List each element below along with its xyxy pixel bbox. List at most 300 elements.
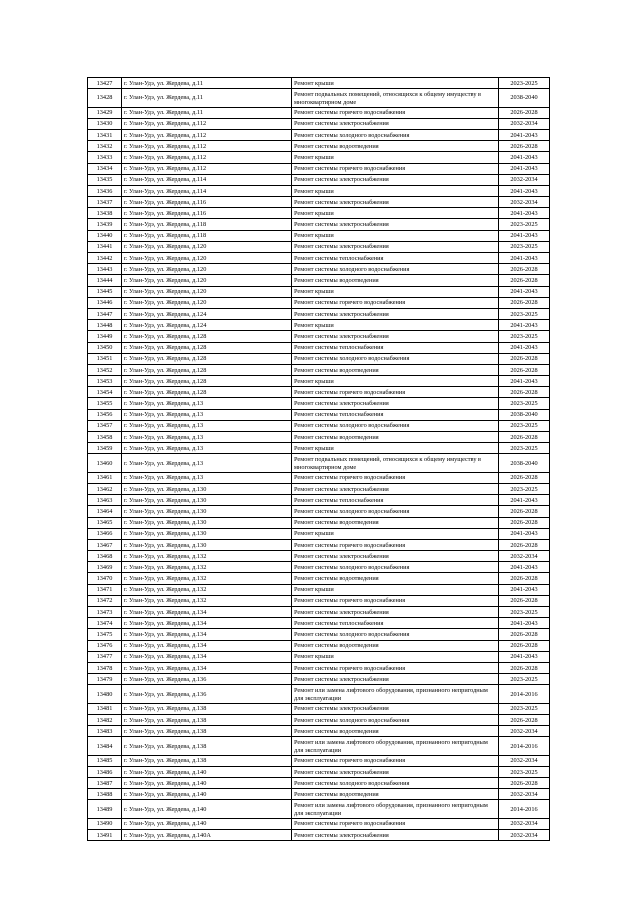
address-cell: г. Улан-Удэ, ул. Жердева, д.130: [122, 483, 292, 494]
table-row: [88, 573, 550, 584]
row-number-cell: 13443: [88, 264, 122, 275]
row-number-cell: 13491: [88, 830, 122, 841]
row-number-cell: 13456: [88, 409, 122, 420]
table-row: [88, 443, 550, 454]
row-number-cell: 13432: [88, 141, 122, 152]
table-row: [88, 253, 550, 264]
address-cell: г. Улан-Удэ, ул. Жердева, д.112: [122, 118, 292, 129]
period-cell: 2023-2025: [499, 607, 550, 618]
row-number-cell: 13433: [88, 152, 122, 163]
row-number-cell: 13482: [88, 714, 122, 725]
work-type-cell: Ремонт системы водоотведения: [292, 789, 499, 800]
period-cell: 2026-2028: [499, 629, 550, 640]
work-type-cell: Ремонт крыши: [292, 286, 499, 297]
address-cell: г. Улан-Удэ, ул. Жердева, д.138: [122, 714, 292, 725]
period-cell: 2041-2043: [499, 495, 550, 506]
address-cell: г. Улан-Удэ, ул. Жердева, д.118: [122, 230, 292, 241]
address-cell: г. Улан-Удэ, ул. Жердева, д.120: [122, 297, 292, 308]
row-number-cell: 13486: [88, 766, 122, 777]
address-cell: г. Улан-Удэ, ул. Жердева, д.132: [122, 573, 292, 584]
address-cell: г. Улан-Удэ, ул. Жердева, д.140: [122, 818, 292, 829]
work-type-cell: Ремонт системы холодного водоснабжения: [292, 778, 499, 789]
period-cell: 2014-2016: [499, 685, 550, 703]
row-number-cell: 13444: [88, 275, 122, 286]
table-row: [88, 141, 550, 152]
row-number-cell: 13463: [88, 495, 122, 506]
period-cell: 2032-2034: [499, 551, 550, 562]
work-type-cell: Ремонт подвальных помещений, относящихся к общему имуществу в многоквартирном доме: [292, 454, 499, 472]
table-row: [88, 495, 550, 506]
period-cell: 2032-2034: [499, 755, 550, 766]
period-cell: 2026-2028: [499, 141, 550, 152]
address-cell: г. Улан-Удэ, ул. Жердева, д.114: [122, 185, 292, 196]
period-cell: 2041-2043: [499, 163, 550, 174]
work-type-cell: Ремонт системы водоотведения: [292, 275, 499, 286]
row-number-cell: 13430: [88, 118, 122, 129]
row-number-cell: 13483: [88, 726, 122, 737]
period-cell: 2026-2028: [499, 573, 550, 584]
address-cell: г. Улан-Удэ, ул. Жердева, д.124: [122, 320, 292, 331]
period-cell: 2014-2016: [499, 800, 550, 818]
work-type-cell: Ремонт системы теплоснабжения: [292, 342, 499, 353]
work-type-cell: Ремонт системы теплоснабжения: [292, 253, 499, 264]
work-type-cell: Ремонт системы электроснабжения: [292, 219, 499, 230]
work-type-cell: Ремонт системы горячего водоснабжения: [292, 818, 499, 829]
address-cell: г. Улан-Удэ, ул. Жердева, д.132: [122, 551, 292, 562]
address-cell: г. Улан-Удэ, ул. Жердева, д.13: [122, 454, 292, 472]
row-number-cell: 13453: [88, 376, 122, 387]
work-type-cell: Ремонт системы электроснабжения: [292, 308, 499, 319]
work-type-cell: Ремонт крыши: [292, 78, 499, 89]
address-cell: г. Улан-Удэ, ул. Жердева, д.134: [122, 640, 292, 651]
work-type-cell: Ремонт системы холодного водоснабжения: [292, 264, 499, 275]
work-type-cell: Ремонт крыши: [292, 443, 499, 454]
row-number-cell: 13442: [88, 253, 122, 264]
period-cell: 2026-2028: [499, 107, 550, 118]
address-cell: г. Улан-Удэ, ул. Жердева, д.13: [122, 443, 292, 454]
table-row: [88, 595, 550, 606]
work-type-cell: Ремонт системы водоотведения: [292, 573, 499, 584]
work-type-cell: Ремонт системы холодного водоснабжения: [292, 629, 499, 640]
address-cell: г. Улан-Удэ, ул. Жердева, д.118: [122, 219, 292, 230]
table-row: [88, 766, 550, 777]
address-cell: г. Улан-Удэ, ул. Жердева, д.140: [122, 766, 292, 777]
period-cell: 2026-2028: [499, 275, 550, 286]
row-number-cell: 13481: [88, 703, 122, 714]
row-number-cell: 13485: [88, 755, 122, 766]
period-cell: 2041-2043: [499, 342, 550, 353]
work-type-cell: Ремонт системы электроснабжения: [292, 118, 499, 129]
work-type-cell: Ремонт системы водоотведения: [292, 141, 499, 152]
work-type-cell: Ремонт системы горячего водоснабжения: [292, 387, 499, 398]
row-number-cell: 13429: [88, 107, 122, 118]
period-cell: 2041-2043: [499, 584, 550, 595]
work-type-cell: Ремонт системы холодного водоснабжения: [292, 506, 499, 517]
table-row: [88, 674, 550, 685]
work-type-cell: Ремонт крыши: [292, 584, 499, 595]
period-cell: 2023-2025: [499, 331, 550, 342]
table-row: [88, 241, 550, 252]
table-row: [88, 789, 550, 800]
period-cell: 2026-2028: [499, 539, 550, 550]
work-type-cell: Ремонт системы электроснабжения: [292, 331, 499, 342]
address-cell: г. Улан-Удэ, ул. Жердева, д.120: [122, 241, 292, 252]
work-type-cell: Ремонт крыши: [292, 152, 499, 163]
period-cell: 2041-2043: [499, 528, 550, 539]
address-cell: г. Улан-Удэ, ул. Жердева, д.128: [122, 376, 292, 387]
address-cell: г. Улан-Удэ, ул. Жердева, д.130: [122, 517, 292, 528]
period-cell: 2023-2025: [499, 420, 550, 431]
table-row: [88, 830, 550, 841]
row-number-cell: 13431: [88, 129, 122, 140]
row-number-cell: 13476: [88, 640, 122, 651]
period-cell: 2038-2040: [499, 409, 550, 420]
row-number-cell: 13427: [88, 78, 122, 89]
address-cell: г. Улан-Удэ, ул. Жердева, д.13: [122, 398, 292, 409]
period-cell: 2032-2034: [499, 830, 550, 841]
work-type-cell: Ремонт системы холодного водоснабжения: [292, 353, 499, 364]
work-type-cell: Ремонт системы водоотведения: [292, 640, 499, 651]
work-type-cell: Ремонт крыши: [292, 376, 499, 387]
table-row: [88, 286, 550, 297]
address-cell: г. Улан-Удэ, ул. Жердева, д.116: [122, 208, 292, 219]
table-row: [88, 432, 550, 443]
work-type-cell: Ремонт системы теплоснабжения: [292, 618, 499, 629]
work-type-cell: Ремонт системы электроснабжения: [292, 607, 499, 618]
table-row: [88, 584, 550, 595]
repair-schedule-table: [87, 77, 550, 841]
work-type-cell: Ремонт системы теплоснабжения: [292, 495, 499, 506]
work-type-cell: Ремонт системы водоотведения: [292, 726, 499, 737]
period-cell: 2041-2043: [499, 230, 550, 241]
row-number-cell: 13472: [88, 595, 122, 606]
table-row: [88, 387, 550, 398]
row-number-cell: 13475: [88, 629, 122, 640]
work-type-cell: Ремонт системы теплоснабжения: [292, 409, 499, 420]
address-cell: г. Улан-Удэ, ул. Жердева, д.140: [122, 778, 292, 789]
table-row: [88, 662, 550, 673]
period-cell: 2041-2043: [499, 129, 550, 140]
row-number-cell: 13454: [88, 387, 122, 398]
row-number-cell: 13457: [88, 420, 122, 431]
address-cell: г. Улан-Удэ, ул. Жердева, д.138: [122, 726, 292, 737]
period-cell: 2026-2028: [499, 778, 550, 789]
row-number-cell: 13434: [88, 163, 122, 174]
period-cell: 2041-2043: [499, 208, 550, 219]
work-type-cell: Ремонт системы горячего водоснабжения: [292, 107, 499, 118]
period-cell: 2023-2025: [499, 483, 550, 494]
address-cell: г. Улан-Удэ, ул. Жердева, д.112: [122, 141, 292, 152]
table-row: [88, 275, 550, 286]
period-cell: 2023-2025: [499, 703, 550, 714]
row-number-cell: 13441: [88, 241, 122, 252]
address-cell: г. Улан-Удэ, ул. Жердева, д.128: [122, 331, 292, 342]
row-number-cell: 13462: [88, 483, 122, 494]
work-type-cell: Ремонт системы холодного водоснабжения: [292, 714, 499, 725]
address-cell: г. Улан-Удэ, ул. Жердева, д.128: [122, 387, 292, 398]
row-number-cell: 13480: [88, 685, 122, 703]
work-type-cell: Ремонт системы горячего водоснабжения: [292, 472, 499, 483]
row-number-cell: 13469: [88, 562, 122, 573]
row-number-cell: 13458: [88, 432, 122, 443]
address-cell: г. Улан-Удэ, ул. Жердева, д.140А: [122, 830, 292, 841]
address-cell: г. Улан-Удэ, ул. Жердева, д.11: [122, 89, 292, 107]
table-row: [88, 818, 550, 829]
period-cell: 2038-2040: [499, 454, 550, 472]
table-row: [88, 264, 550, 275]
address-cell: г. Улан-Удэ, ул. Жердева, д.13: [122, 472, 292, 483]
work-type-cell: Ремонт системы горячего водоснабжения: [292, 297, 499, 308]
work-type-cell: Ремонт крыши: [292, 320, 499, 331]
row-number-cell: 13452: [88, 364, 122, 375]
table-row: [88, 737, 550, 755]
table-row: [88, 528, 550, 539]
row-number-cell: 13446: [88, 297, 122, 308]
table-row: [88, 398, 550, 409]
address-cell: г. Улан-Удэ, ул. Жердева, д.124: [122, 308, 292, 319]
address-cell: г. Улан-Удэ, ул. Жердева, д.136: [122, 685, 292, 703]
table-row: [88, 506, 550, 517]
address-cell: г. Улан-Удэ, ул. Жердева, д.132: [122, 595, 292, 606]
row-number-cell: 13488: [88, 789, 122, 800]
address-cell: г. Улан-Удэ, ул. Жердева, д.136: [122, 674, 292, 685]
address-cell: г. Улан-Удэ, ул. Жердева, д.128: [122, 353, 292, 364]
period-cell: 2041-2043: [499, 376, 550, 387]
table-row: [88, 562, 550, 573]
address-cell: г. Улан-Удэ, ул. Жердева, д.140: [122, 789, 292, 800]
address-cell: г. Улан-Удэ, ул. Жердева, д.138: [122, 737, 292, 755]
period-cell: 2026-2028: [499, 506, 550, 517]
row-number-cell: 13428: [88, 89, 122, 107]
period-cell: 2032-2034: [499, 789, 550, 800]
work-type-cell: Ремонт крыши: [292, 185, 499, 196]
work-type-cell: Ремонт системы горячего водоснабжения: [292, 595, 499, 606]
table-row: [88, 197, 550, 208]
address-cell: г. Улан-Удэ, ул. Жердева, д.134: [122, 629, 292, 640]
table-row: [88, 420, 550, 431]
row-number-cell: 13440: [88, 230, 122, 241]
period-cell: 2026-2028: [499, 364, 550, 375]
row-number-cell: 13474: [88, 618, 122, 629]
address-cell: г. Улан-Удэ, ул. Жердева, д.11: [122, 78, 292, 89]
work-type-cell: Ремонт или замена лифтового оборудования, признанного непригодным для эксплуатации: [292, 800, 499, 818]
work-type-cell: Ремонт системы электроснабжения: [292, 703, 499, 714]
period-cell: 2041-2043: [499, 253, 550, 264]
period-cell: 2041-2043: [499, 651, 550, 662]
work-type-cell: Ремонт системы горячего водоснабжения: [292, 163, 499, 174]
row-number-cell: 13437: [88, 197, 122, 208]
address-cell: г. Улан-Удэ, ул. Жердева, д.120: [122, 286, 292, 297]
table-row: [88, 331, 550, 342]
table-row: [88, 607, 550, 618]
table-row: [88, 376, 550, 387]
row-number-cell: 13490: [88, 818, 122, 829]
address-cell: г. Улан-Удэ, ул. Жердева, д.120: [122, 275, 292, 286]
table-row: [88, 230, 550, 241]
row-number-cell: 13459: [88, 443, 122, 454]
row-number-cell: 13468: [88, 551, 122, 562]
period-cell: 2026-2028: [499, 387, 550, 398]
work-type-cell: Ремонт крыши: [292, 230, 499, 241]
work-type-cell: Ремонт системы горячего водоснабжения: [292, 755, 499, 766]
work-type-cell: Ремонт системы водоотведения: [292, 517, 499, 528]
work-type-cell: Ремонт системы холодного водоснабжения: [292, 562, 499, 573]
work-type-cell: Ремонт системы горячего водоснабжения: [292, 539, 499, 550]
row-number-cell: 13465: [88, 517, 122, 528]
table-row: [88, 78, 550, 89]
row-number-cell: 13489: [88, 800, 122, 818]
period-cell: 2023-2025: [499, 241, 550, 252]
period-cell: 2032-2034: [499, 174, 550, 185]
table-row: [88, 152, 550, 163]
period-cell: 2041-2043: [499, 618, 550, 629]
table-row: [88, 163, 550, 174]
address-cell: г. Улан-Удэ, ул. Жердева, д.134: [122, 618, 292, 629]
work-type-cell: Ремонт системы электроснабжения: [292, 398, 499, 409]
period-cell: 2032-2034: [499, 118, 550, 129]
row-number-cell: 13438: [88, 208, 122, 219]
table-row: [88, 640, 550, 651]
address-cell: г. Улан-Удэ, ул. Жердева, д.140: [122, 800, 292, 818]
row-number-cell: 13448: [88, 320, 122, 331]
address-cell: г. Улан-Удэ, ул. Жердева, д.130: [122, 528, 292, 539]
table-row: [88, 107, 550, 118]
table-row: [88, 129, 550, 140]
table-row: [88, 353, 550, 364]
address-cell: г. Улан-Удэ, ул. Жердева, д.13: [122, 432, 292, 443]
table-row: [88, 778, 550, 789]
period-cell: 2023-2025: [499, 766, 550, 777]
period-cell: 2026-2028: [499, 432, 550, 443]
period-cell: 2041-2043: [499, 152, 550, 163]
work-type-cell: Ремонт системы электроснабжения: [292, 241, 499, 252]
period-cell: 2023-2025: [499, 674, 550, 685]
work-type-cell: Ремонт системы электроснабжения: [292, 174, 499, 185]
period-cell: 2026-2028: [499, 264, 550, 275]
row-number-cell: 13455: [88, 398, 122, 409]
address-cell: г. Улан-Удэ, ул. Жердева, д.116: [122, 197, 292, 208]
address-cell: г. Улан-Удэ, ул. Жердева, д.120: [122, 253, 292, 264]
row-number-cell: 13467: [88, 539, 122, 550]
period-cell: 2023-2025: [499, 398, 550, 409]
table-row: [88, 800, 550, 818]
work-type-cell: Ремонт системы электроснабжения: [292, 674, 499, 685]
period-cell: 2026-2028: [499, 640, 550, 651]
table-row: [88, 651, 550, 662]
period-cell: 2023-2025: [499, 219, 550, 230]
table-row: [88, 472, 550, 483]
table-row: [88, 89, 550, 107]
period-cell: 2023-2025: [499, 308, 550, 319]
work-type-cell: Ремонт системы электроснабжения: [292, 483, 499, 494]
table-row: [88, 308, 550, 319]
work-type-cell: Ремонт системы холодного водоснабжения: [292, 420, 499, 431]
work-type-cell: Ремонт или замена лифтового оборудования, признанного непригодным для эксплуатации: [292, 685, 499, 703]
period-cell: 2014-2016: [499, 737, 550, 755]
row-number-cell: 13439: [88, 219, 122, 230]
row-number-cell: 13445: [88, 286, 122, 297]
work-type-cell: Ремонт системы горячего водоснабжения: [292, 662, 499, 673]
row-number-cell: 13484: [88, 737, 122, 755]
table-row: [88, 755, 550, 766]
table-row: [88, 517, 550, 528]
row-number-cell: 13436: [88, 185, 122, 196]
period-cell: 2026-2028: [499, 714, 550, 725]
table-row: [88, 174, 550, 185]
period-cell: 2041-2043: [499, 562, 550, 573]
table-row: [88, 208, 550, 219]
period-cell: 2026-2028: [499, 662, 550, 673]
address-cell: г. Улан-Удэ, ул. Жердева, д.130: [122, 506, 292, 517]
table-row: [88, 714, 550, 725]
work-type-cell: Ремонт системы холодного водоснабжения: [292, 129, 499, 140]
address-cell: г. Улан-Удэ, ул. Жердева, д.138: [122, 755, 292, 766]
row-number-cell: 13478: [88, 662, 122, 673]
table-row: [88, 551, 550, 562]
period-cell: 2026-2028: [499, 353, 550, 364]
address-cell: г. Улан-Удэ, ул. Жердева, д.112: [122, 152, 292, 163]
period-cell: 2026-2028: [499, 517, 550, 528]
table-row: [88, 320, 550, 331]
row-number-cell: 13451: [88, 353, 122, 364]
address-cell: г. Улан-Удэ, ул. Жердева, д.112: [122, 163, 292, 174]
period-cell: 2032-2034: [499, 726, 550, 737]
period-cell: 2023-2025: [499, 443, 550, 454]
table-row: [88, 185, 550, 196]
period-cell: 2041-2043: [499, 320, 550, 331]
row-number-cell: 13477: [88, 651, 122, 662]
address-cell: г. Улан-Удэ, ул. Жердева, д.132: [122, 562, 292, 573]
row-number-cell: 13435: [88, 174, 122, 185]
address-cell: г. Улан-Удэ, ул. Жердева, д.128: [122, 342, 292, 353]
period-cell: 2026-2028: [499, 595, 550, 606]
work-type-cell: Ремонт системы электроснабжения: [292, 551, 499, 562]
address-cell: г. Улан-Удэ, ул. Жердева, д.13: [122, 409, 292, 420]
address-cell: г. Улан-Удэ, ул. Жердева, д.134: [122, 662, 292, 673]
table-row: [88, 618, 550, 629]
row-number-cell: 13447: [88, 308, 122, 319]
period-cell: 2032-2034: [499, 197, 550, 208]
row-number-cell: 13471: [88, 584, 122, 595]
period-cell: 2041-2043: [499, 185, 550, 196]
work-type-cell: Ремонт крыши: [292, 528, 499, 539]
address-cell: г. Улан-Удэ, ул. Жердева, д.132: [122, 584, 292, 595]
document-page: [87, 77, 549, 841]
table-row: [88, 219, 550, 230]
row-number-cell: 13470: [88, 573, 122, 584]
table-row: [88, 726, 550, 737]
table-row: [88, 454, 550, 472]
table-row: [88, 685, 550, 703]
row-number-cell: 13461: [88, 472, 122, 483]
address-cell: г. Улан-Удэ, ул. Жердева, д.134: [122, 607, 292, 618]
address-cell: г. Улан-Удэ, ул. Жердева, д.112: [122, 129, 292, 140]
address-cell: г. Улан-Удэ, ул. Жердева, д.13: [122, 420, 292, 431]
address-cell: г. Улан-Удэ, ул. Жердева, д.130: [122, 539, 292, 550]
work-type-cell: Ремонт системы электроснабжения: [292, 766, 499, 777]
period-cell: 2038-2040: [499, 89, 550, 107]
row-number-cell: 13487: [88, 778, 122, 789]
row-number-cell: 13460: [88, 454, 122, 472]
work-type-cell: Ремонт системы водоотведения: [292, 432, 499, 443]
period-cell: 2026-2028: [499, 297, 550, 308]
address-cell: г. Улан-Удэ, ул. Жердева, д.120: [122, 264, 292, 275]
address-cell: г. Улан-Удэ, ул. Жердева, д.114: [122, 174, 292, 185]
address-cell: г. Улан-Удэ, ул. Жердева, д.134: [122, 651, 292, 662]
table-row: [88, 409, 550, 420]
work-type-cell: Ремонт крыши: [292, 208, 499, 219]
work-type-cell: Ремонт подвальных помещений, относящихся к общему имуществу в многоквартирном доме: [292, 89, 499, 107]
